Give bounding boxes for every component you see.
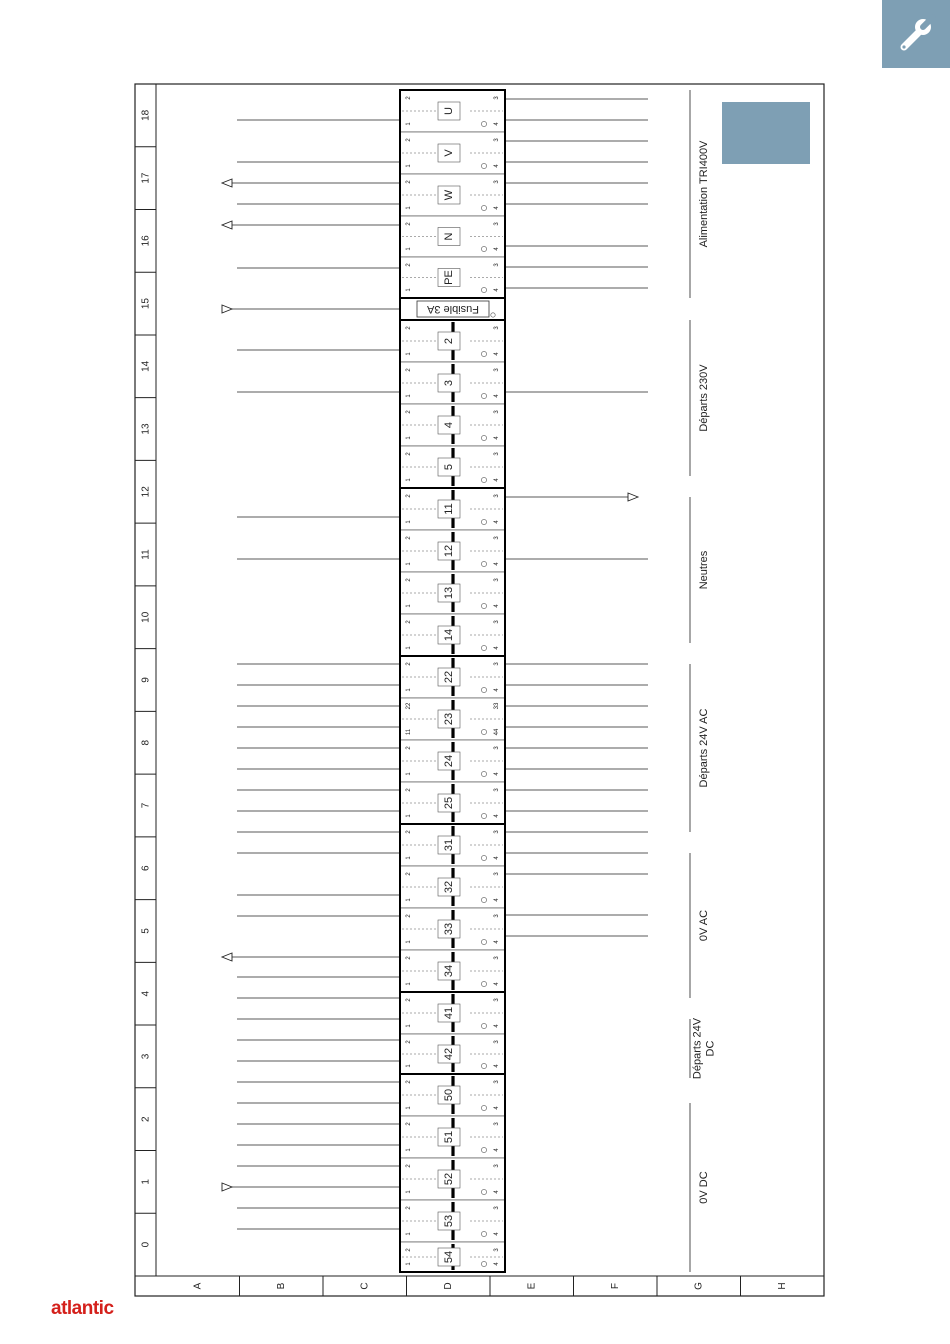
pin-number: 4 (494, 206, 500, 210)
terminal (400, 404, 505, 446)
pin-number: 2 (406, 410, 412, 414)
pin-number: 1 (406, 562, 412, 566)
column-number: 3 (140, 1053, 152, 1060)
terminal (400, 950, 505, 992)
pin-number: 2 (406, 1040, 412, 1044)
pin-number: 4 (494, 898, 500, 902)
pin-number: 1 (406, 1190, 412, 1194)
terminal-label: 34 (443, 964, 455, 978)
group-labels (690, 90, 717, 1272)
pin-number: 1 (406, 604, 412, 608)
terminal (400, 1158, 505, 1200)
pin-number: 1 (406, 478, 412, 482)
terminal-label: 13 (443, 586, 455, 600)
terminal-label: U (443, 107, 455, 115)
pin-number: 3 (494, 138, 500, 142)
row-letter: D (442, 1282, 454, 1290)
pin-number: 3 (494, 830, 500, 834)
pin-number: 2 (406, 998, 412, 1002)
terminal-label: 23 (443, 712, 455, 726)
terminal (400, 908, 505, 950)
row-letter: G (693, 1282, 705, 1290)
pin-number: 2 (406, 872, 412, 876)
pin-number: 3 (494, 662, 500, 666)
pin-number: 2 (406, 830, 412, 834)
terminal-label: 41 (443, 1006, 455, 1020)
terminal (400, 132, 505, 174)
pin-number: 2 (406, 788, 412, 792)
column-number: 1 (140, 1179, 152, 1185)
pin-number: 2 (406, 746, 412, 750)
group-label: Départs 24V AC (698, 708, 710, 788)
terminal-label: 12 (443, 544, 455, 558)
pin-number: 3 (494, 1080, 500, 1084)
pin-number: 1 (406, 352, 412, 356)
pin-number: 4 (494, 688, 500, 692)
terminal (400, 216, 505, 257)
row-letter: H (776, 1282, 788, 1290)
pin-number: 1 (406, 814, 412, 818)
pin-number: 1 (406, 940, 412, 944)
terminal (400, 1116, 505, 1158)
arrow-head (222, 953, 232, 961)
column-number: 10 (140, 611, 152, 623)
terminal (400, 298, 505, 320)
arrow-head (222, 1183, 232, 1191)
pin-number: 3 (494, 872, 500, 876)
terminal (400, 1242, 505, 1272)
pin-number: 3 (494, 263, 500, 267)
pin-number: 1 (406, 982, 412, 986)
pin-number: 3 (494, 914, 500, 918)
pin-number: 3 (494, 1164, 500, 1168)
pin-number: 3 (494, 746, 500, 750)
pin-number: 2 (406, 1164, 412, 1168)
terminal (400, 1034, 505, 1074)
pin-number: 2 (406, 222, 412, 226)
pin-number: 2 (406, 956, 412, 960)
terminal (400, 572, 505, 614)
pin-number: 2 (406, 620, 412, 624)
column-number: 7 (140, 802, 152, 809)
terminal (400, 174, 505, 216)
terminal (400, 992, 505, 1034)
column-number: 5 (140, 928, 152, 934)
pin-number: 33 (494, 702, 500, 710)
pin-number: 2 (406, 578, 412, 582)
pin-number: 2 (406, 138, 412, 142)
terminal-label: 3 (443, 379, 455, 387)
legend-box (722, 102, 810, 164)
pin-number: 3 (494, 180, 500, 184)
brand-logo: atlantic (51, 1298, 114, 1319)
pin-number: 3 (494, 956, 500, 960)
arrow-head (628, 493, 638, 501)
pin-number: 1 (406, 1148, 412, 1152)
pin-number: 4 (494, 1190, 500, 1194)
pin-number: 4 (494, 478, 500, 482)
pin-number: 4 (494, 122, 500, 126)
pin-number: 2 (406, 180, 412, 184)
pin-number: 4 (494, 940, 500, 944)
pin-number: 3 (494, 1206, 500, 1210)
pin-number: 4 (494, 1064, 500, 1068)
terminal-label: 54 (443, 1250, 455, 1264)
column-number: 0 (140, 1241, 152, 1248)
pin-number: 4 (494, 394, 500, 398)
pin-number: 1 (406, 206, 412, 210)
terminal-label: 22 (443, 670, 455, 684)
pin-number: 4 (494, 247, 500, 251)
column-number: 13 (140, 423, 152, 435)
pin-number: 4 (494, 520, 500, 524)
terminal-label: 33 (443, 922, 455, 936)
pin-number: 4 (494, 436, 500, 440)
pin-number: 2 (406, 263, 412, 267)
group-label: 0V AC (698, 909, 710, 942)
column-number: 9 (140, 677, 152, 683)
row-letter: C (359, 1282, 371, 1290)
pin-number: 3 (494, 620, 500, 624)
fuse-label: Fusible 3A (427, 303, 479, 315)
pin-number: 1 (406, 1262, 412, 1266)
terminal (400, 698, 505, 740)
pin-number: 2 (406, 452, 412, 456)
pin-number: 3 (494, 536, 500, 540)
terminal (400, 257, 505, 298)
terminal (400, 446, 505, 488)
column-number: 8 (140, 739, 152, 746)
column-number: 15 (140, 298, 152, 310)
terminal-label: 50 (443, 1088, 455, 1102)
pin-number: 3 (494, 788, 500, 792)
terminal-label: W (443, 189, 455, 201)
pin-number: 4 (494, 982, 500, 986)
terminal-label: 25 (443, 796, 455, 810)
terminal (400, 320, 505, 362)
terminal (400, 1074, 505, 1116)
pin-number: 2 (406, 1248, 412, 1252)
terminal (400, 1200, 505, 1242)
pin-number: 1 (406, 772, 412, 776)
column-number: 18 (140, 109, 152, 121)
pin-number: 1 (406, 164, 412, 168)
pin-number: 3 (494, 998, 500, 1002)
pin-number: 1 (406, 1106, 412, 1110)
pin-number: 1 (406, 688, 412, 692)
pin-number: 1 (406, 646, 412, 650)
column-number: 6 (140, 865, 152, 871)
pin-number: 44 (494, 728, 500, 736)
terminal-label: 11 (443, 503, 455, 515)
terminal-label: 2 (443, 337, 455, 345)
terminal (400, 740, 505, 782)
terminal (400, 656, 505, 698)
group-label-line: Départs 24V (691, 1017, 704, 1080)
pin-number: 2 (406, 536, 412, 540)
pin-number: 1 (406, 288, 412, 292)
terminal-label: 51 (443, 1130, 455, 1144)
terminal-label: 42 (443, 1047, 455, 1061)
terminal-label: 52 (443, 1172, 455, 1186)
pin-number: 4 (494, 1148, 500, 1152)
column-number: 17 (140, 172, 152, 184)
pin-number: 1 (406, 1064, 412, 1068)
pin-number: 2 (406, 1206, 412, 1210)
terminal-label: 53 (443, 1214, 455, 1228)
terminal (400, 90, 505, 132)
pin-number: 3 (494, 1122, 500, 1126)
terminal-label: V (443, 149, 455, 157)
terminal (400, 782, 505, 824)
arrow-head (222, 305, 232, 313)
terminal-label: 24 (443, 754, 455, 768)
pin-number: 2 (406, 914, 412, 918)
arrow-head (222, 221, 232, 229)
pin-number: 4 (494, 1106, 500, 1110)
terminal-label: 31 (443, 838, 455, 852)
column-number: 2 (140, 1116, 152, 1122)
pin-number: 2 (406, 1080, 412, 1084)
pin-number: 2 (406, 1122, 412, 1126)
terminal-label: PE (443, 270, 455, 285)
pin-number: 1 (406, 1232, 412, 1236)
pin-number: 1 (406, 436, 412, 440)
pin-number: 3 (494, 1040, 500, 1044)
pin-number: 4 (494, 164, 500, 168)
pin-number: 11 (406, 728, 412, 736)
pin-number: 1 (406, 247, 412, 251)
pin-number: 1 (406, 898, 412, 902)
terminal (400, 488, 505, 530)
terminal (400, 362, 505, 404)
column-number: 12 (140, 486, 152, 498)
column-number: 16 (140, 235, 152, 247)
column-number: 4 (140, 990, 152, 997)
pin-number: 2 (406, 662, 412, 666)
group-label: Alimentation TRI400V (698, 140, 710, 248)
terminal (400, 866, 505, 908)
row-letter: B (275, 1282, 287, 1290)
column-number: 14 (140, 360, 152, 372)
pin-number: 4 (494, 1262, 500, 1266)
pin-number: 2 (406, 368, 412, 372)
pin-number: 3 (494, 494, 500, 498)
group-label: Neutres (698, 550, 710, 590)
pin-number: 4 (494, 1232, 500, 1236)
column-number: 11 (140, 549, 152, 560)
row-letter: E (526, 1282, 538, 1290)
pin-number: 3 (494, 96, 500, 100)
terminal-label: 14 (443, 628, 455, 642)
pin-number: 22 (406, 702, 412, 710)
pin-number: 1 (406, 394, 412, 398)
pin-number: 2 (406, 326, 412, 330)
pin-number: 4 (494, 646, 500, 650)
pin-number: 1 (406, 856, 412, 860)
pin-number: 3 (494, 452, 500, 456)
row-letter: F (609, 1282, 621, 1290)
pin-number: 3 (494, 326, 500, 330)
legend-swatch (722, 102, 810, 164)
group-label: 0V DC (698, 1171, 710, 1204)
row-letter: A (192, 1282, 204, 1290)
pin-number: 4 (494, 772, 500, 776)
pin-number: 3 (494, 368, 500, 372)
pin-number: 3 (494, 410, 500, 414)
terminal-label: 5 (443, 463, 455, 471)
pin-number: 3 (494, 222, 500, 226)
group-label: Départs 230V (698, 364, 710, 432)
pin-number: 1 (406, 122, 412, 126)
terminal-label: 32 (443, 880, 455, 894)
pin-number: 2 (406, 96, 412, 100)
arrow-head (222, 179, 232, 187)
pin-number: 4 (494, 562, 500, 566)
pin-number: 4 (494, 856, 500, 860)
pin-number: 3 (494, 578, 500, 582)
terminal (400, 824, 505, 866)
pin-number: 3 (494, 1248, 500, 1252)
terminal (400, 614, 505, 656)
pin-number: 4 (494, 814, 500, 818)
group-label (691, 1017, 716, 1079)
pin-number: 1 (406, 520, 412, 524)
pin-number: 4 (494, 352, 500, 356)
group-label-line: DC (704, 1040, 717, 1057)
pin-number: 4 (494, 604, 500, 608)
pin-number: 4 (494, 288, 500, 292)
terminal-label: N (443, 232, 455, 241)
pin-number: 2 (406, 494, 412, 498)
terminal (400, 530, 505, 572)
pin-number: 4 (494, 1024, 500, 1028)
pin-number: 1 (406, 1024, 412, 1028)
terminal-block (400, 90, 505, 1272)
terminal-label: 4 (443, 421, 455, 429)
